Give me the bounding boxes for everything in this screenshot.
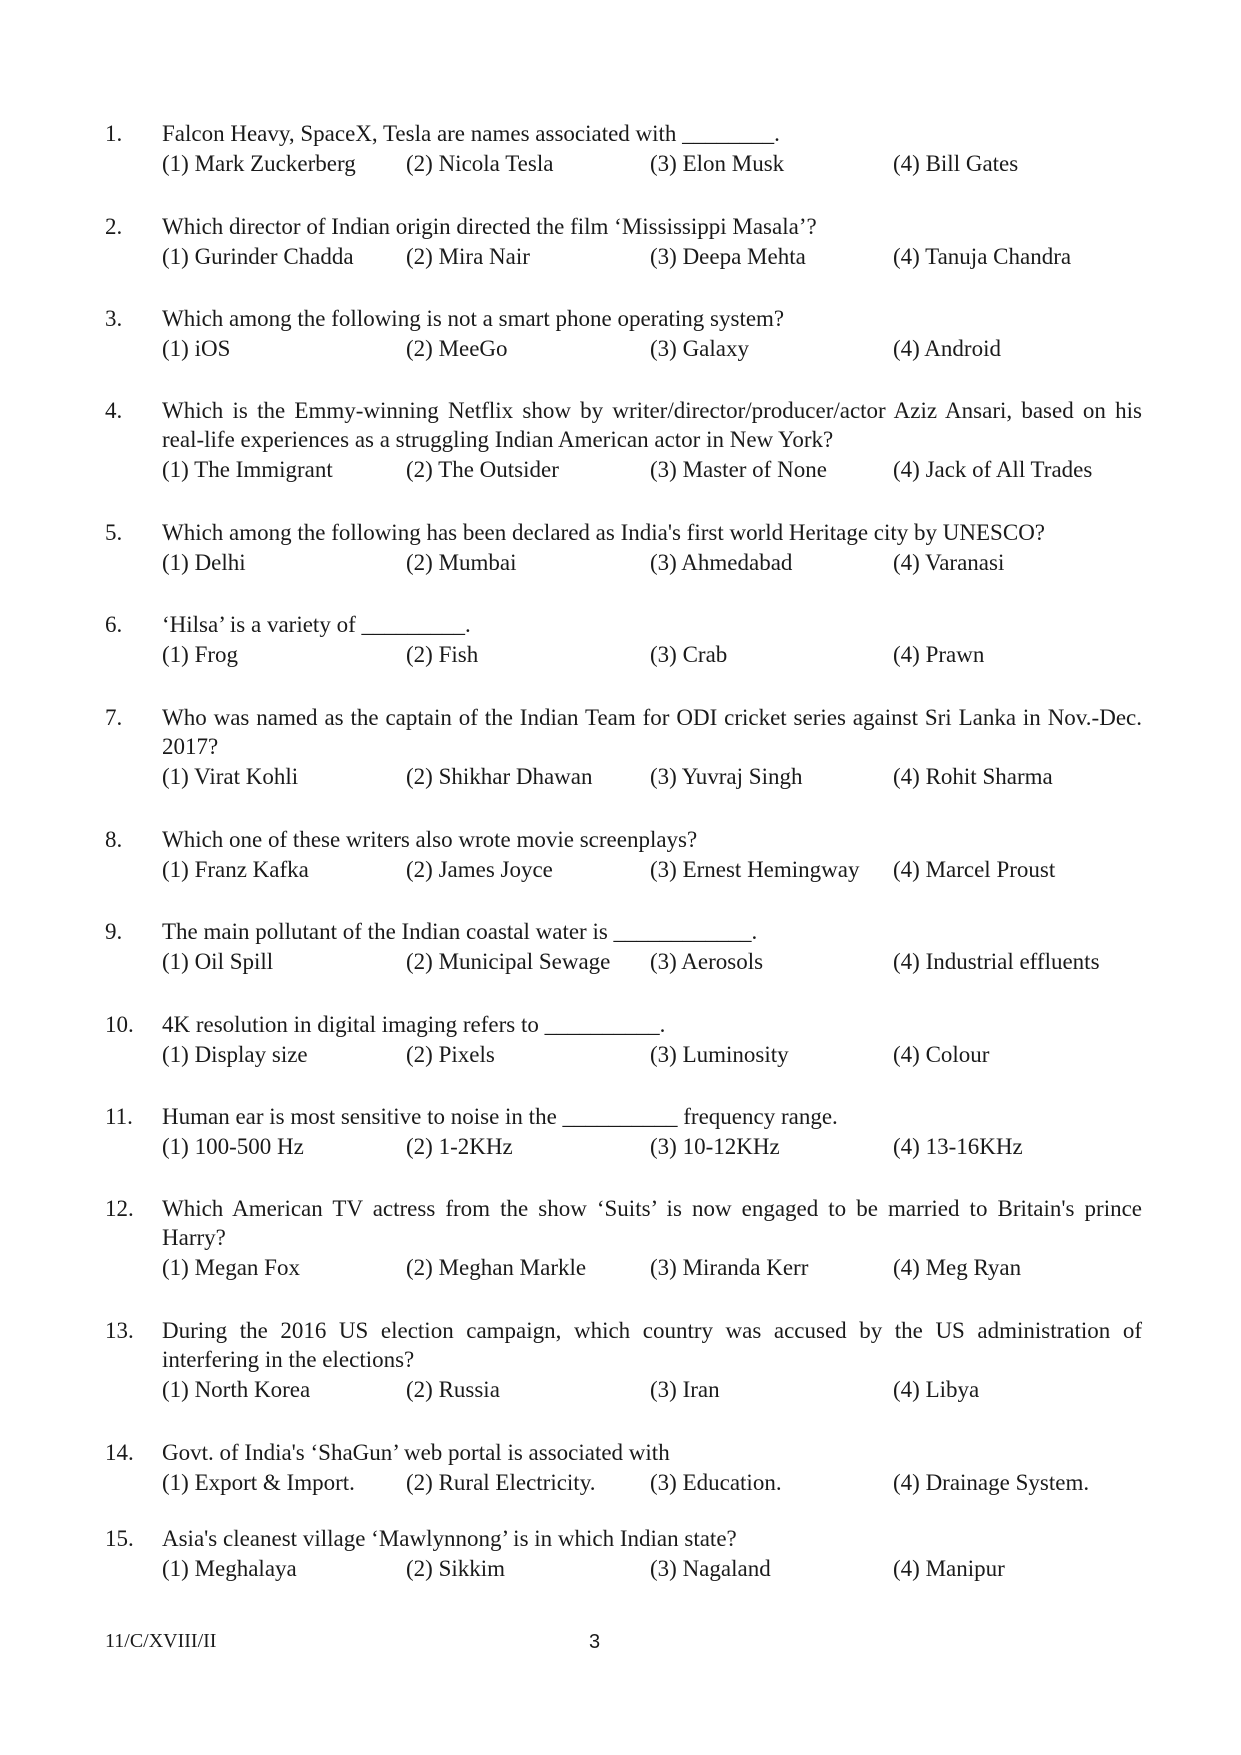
option-4: (4) Android <box>893 336 1001 361</box>
option-1: (1) The Immigrant <box>162 457 333 482</box>
option-4: (4) Colour <box>893 1042 990 1067</box>
option-4: (4) Libya <box>893 1377 980 1402</box>
option-1: (1) Franz Kafka <box>162 857 309 882</box>
question-text: Which one of these writers also wrote movie screenplays? <box>162 827 698 852</box>
option-2: (2) Rural Electricity. <box>406 1470 596 1495</box>
option-3: (3) Deepa Mehta <box>650 244 806 269</box>
question-number: 6. <box>105 612 123 637</box>
option-1: (1) Frog <box>162 642 239 667</box>
option-2: (2) Meghan Markle <box>406 1255 587 1280</box>
option-4: (4) Rohit Sharma <box>893 764 1053 789</box>
question-text: During the 2016 US election campaign, which country was accused by the US administration of interfering in the elections? <box>162 1318 1142 1372</box>
option-1: (1) North Korea <box>162 1377 311 1402</box>
option-4: (4) Industrial effluents <box>893 949 1100 974</box>
option-1: (1) Megan Fox <box>162 1255 300 1280</box>
option-3: (3) Master of None <box>650 457 827 482</box>
option-2: (2) Sikkim <box>406 1556 506 1581</box>
question-options <box>0 855 1241 887</box>
option-1: (1) Mark Zuckerberg <box>162 151 356 176</box>
question-text: Which director of Indian origin directed the film ‘Mississippi Masala’? <box>162 214 817 239</box>
option-1: (1) Oil Spill <box>162 949 274 974</box>
question-options <box>0 1468 1241 1500</box>
question-number: 4. <box>105 398 123 423</box>
option-2: (2) Municipal Sewage <box>406 949 611 974</box>
question-options <box>0 1132 1241 1164</box>
question-number: 7. <box>105 705 123 730</box>
question-options <box>0 640 1241 672</box>
option-2: (2) The Outsider <box>406 457 559 482</box>
question-number: 2. <box>105 214 123 239</box>
option-4: (4) Tanuja Chandra <box>893 244 1072 269</box>
option-1: (1) Gurinder Chadda <box>162 244 354 269</box>
question-options <box>0 762 1241 794</box>
option-3: (3) Education. <box>650 1470 782 1495</box>
question-number: 11. <box>105 1104 133 1129</box>
option-4: (4) Varanasi <box>893 550 1005 575</box>
question-item <box>0 518 1241 580</box>
page-number: 3 <box>589 1631 601 1653</box>
question-options <box>0 947 1241 979</box>
option-2: (2) Shikhar Dhawan <box>406 764 593 789</box>
option-2: (2) Mira Nair <box>406 244 530 269</box>
question-text: Which is the Emmy-winning Netflix show by writer/director/producer/actor Aziz Ansari, based on his real-life experiences as a struggling Indian American actor in New York? <box>162 398 1142 452</box>
option-4: (4) Prawn <box>893 642 985 667</box>
question-item <box>0 610 1241 672</box>
option-2: (2) James Joyce <box>406 857 553 882</box>
option-1: (1) Meghalaya <box>162 1556 297 1581</box>
question-number: 5. <box>105 520 123 545</box>
option-1: (1) Display size <box>162 1042 308 1067</box>
option-3: (3) 10-12KHz <box>650 1134 780 1159</box>
option-1: (1) Virat Kohli <box>162 764 299 789</box>
question-options <box>0 1253 1241 1285</box>
question-item <box>0 825 1241 887</box>
option-4: (4) Bill Gates <box>893 151 1019 176</box>
option-2: (2) Russia <box>406 1377 500 1402</box>
option-1: (1) Export & Import. <box>162 1470 355 1495</box>
question-item <box>0 1316 1241 1407</box>
question-item <box>0 1524 1241 1586</box>
question-text: Who was named as the captain of the Indian Team for ODI cricket series against Sri Lanka in Nov.-Dec. 2017? <box>162 705 1142 759</box>
question-number: 12. <box>105 1196 134 1221</box>
question-item <box>0 703 1241 794</box>
option-3: (3) Elon Musk <box>650 151 785 176</box>
paper-code: 11/C/XVIII/II <box>105 1630 217 1652</box>
question-text: Which American TV actress from the show ‘Suits’ is now engaged to be married to Britain's prince Harry? <box>162 1196 1142 1250</box>
question-options <box>0 455 1241 487</box>
option-1: (1) 100-500 Hz <box>162 1134 304 1159</box>
option-2: (2) Mumbai <box>406 550 517 575</box>
question-text: The main pollutant of the Indian coastal water is ____________. <box>162 919 758 944</box>
option-4: (4) Drainage System. <box>893 1470 1090 1495</box>
question-item <box>0 212 1241 274</box>
question-options <box>0 1554 1241 1586</box>
option-4: (4) Jack of All Trades <box>893 457 1093 482</box>
option-3: (3) Galaxy <box>650 336 749 361</box>
option-4: (4) Marcel Proust <box>893 857 1056 882</box>
option-1: (1) iOS <box>162 336 231 361</box>
option-3: (3) Ahmedabad <box>650 550 793 575</box>
option-2: (2) Nicola Tesla <box>406 151 554 176</box>
option-4: (4) Manipur <box>893 1556 1005 1581</box>
question-item <box>0 1438 1241 1500</box>
question-item <box>0 1102 1241 1164</box>
question-item <box>0 304 1241 366</box>
question-number: 14. <box>105 1440 134 1465</box>
option-3: (3) Iran <box>650 1377 720 1402</box>
question-text: Which among the following is not a smart phone operating system? <box>162 306 785 331</box>
option-4: (4) 13-16KHz <box>893 1134 1023 1159</box>
question-number: 8. <box>105 827 123 852</box>
option-3: (3) Crab <box>650 642 728 667</box>
option-3: (3) Aerosols <box>650 949 764 974</box>
option-2: (2) Pixels <box>406 1042 495 1067</box>
question-options <box>0 334 1241 366</box>
question-text: 4K resolution in digital imaging refers to __________. <box>162 1012 666 1037</box>
option-3: (3) Ernest Hemingway <box>650 857 860 882</box>
question-number: 13. <box>105 1318 134 1343</box>
option-3: (3) Miranda Kerr <box>650 1255 809 1280</box>
option-3: (3) Nagaland <box>650 1556 771 1581</box>
question-text: Falcon Heavy, SpaceX, Tesla are names associated with ________. <box>162 121 780 146</box>
option-3: (3) Yuvraj Singh <box>650 764 803 789</box>
question-number: 3. <box>105 306 123 331</box>
option-2: (2) MeeGo <box>406 336 508 361</box>
question-options <box>0 1375 1241 1407</box>
question-options <box>0 242 1241 274</box>
question-number: 10. <box>105 1012 134 1037</box>
question-text: Govt. of India's ‘ShaGun’ web portal is associated with <box>162 1440 670 1465</box>
question-item <box>0 1194 1241 1285</box>
option-2: (2) Fish <box>406 642 479 667</box>
option-2: (2) 1-2KHz <box>406 1134 513 1159</box>
question-options <box>0 548 1241 580</box>
question-item <box>0 119 1241 181</box>
question-text: Asia's cleanest village ‘Mawlynnong’ is in which Indian state? <box>162 1526 737 1551</box>
question-text: ‘Hilsa’ is a variety of _________. <box>162 612 471 637</box>
question-options <box>0 1040 1241 1072</box>
question-number: 9. <box>105 919 123 944</box>
question-number: 15. <box>105 1526 134 1551</box>
option-3: (3) Luminosity <box>650 1042 789 1067</box>
question-item <box>0 396 1241 487</box>
question-item <box>0 917 1241 979</box>
question-options <box>0 149 1241 181</box>
option-1: (1) Delhi <box>162 550 246 575</box>
question-text: Which among the following has been declared as India's first world Heritage city by UNESCO? <box>162 520 1046 545</box>
option-4: (4) Meg Ryan <box>893 1255 1022 1280</box>
question-number: 1. <box>105 121 123 146</box>
question-text: Human ear is most sensitive to noise in the __________ frequency range. <box>162 1104 838 1129</box>
question-item <box>0 1010 1241 1072</box>
